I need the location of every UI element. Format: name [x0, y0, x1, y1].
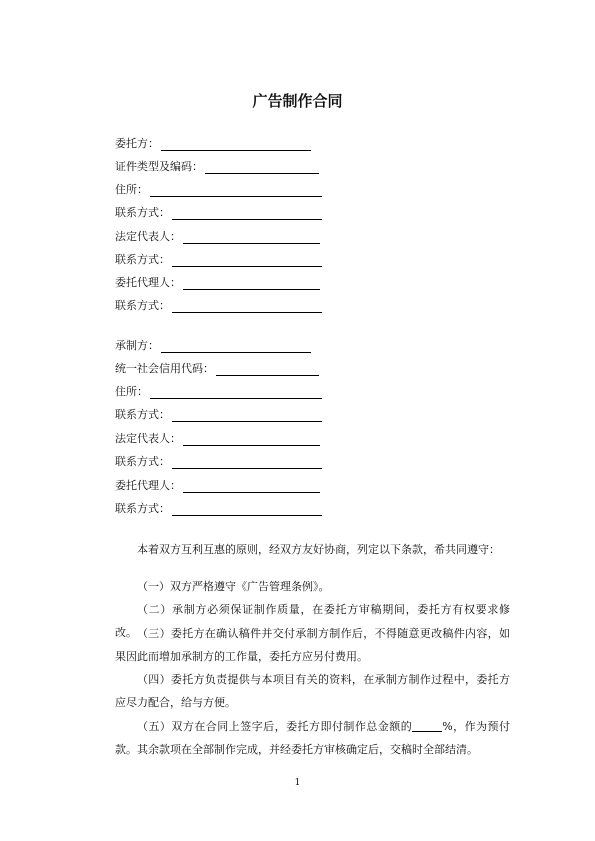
client-field [115, 228, 320, 244]
blank-line[interactable] [183, 433, 320, 446]
clause-2: （二）承制方必须保证制作质量，在委托方审稿期间，委托方有权要求修改。 [115, 603, 510, 639]
field-label: 统一社会信用代码： [115, 362, 214, 375]
blank-line[interactable] [172, 456, 322, 469]
blank-line[interactable] [172, 207, 322, 220]
blank-line[interactable] [161, 138, 311, 151]
blank-line[interactable] [183, 231, 320, 244]
field-label: 委托代理人： [115, 479, 181, 492]
contractor-field [115, 477, 320, 493]
clause-3: （三）委托方在确认稿件并交付承制方制作后，不得随意更改稿件内容，如果因此而增加承制方的工作量，委托方应另付费用。 [115, 627, 510, 663]
client-field [115, 158, 319, 174]
blank-line[interactable] [183, 480, 320, 493]
intro-paragraph: 本着双方互利互惠的原则，经双方友好协商，列定以下条款，希共同遵守： [137, 543, 500, 556]
field-label: 承制方： [115, 339, 159, 352]
field-label: 联系方式： [115, 253, 170, 266]
field-label: 联系方式： [115, 299, 170, 312]
field-label: 证件类型及编码： [115, 160, 203, 173]
field-label: 联系方式： [115, 455, 170, 468]
blank-line[interactable] [183, 277, 320, 290]
contractor-field [115, 383, 322, 399]
blank-line[interactable] [205, 161, 319, 174]
document-title: 广告制作合同 [252, 92, 343, 110]
page-number: 1 [294, 778, 301, 788]
contractor-field [115, 360, 319, 376]
field-label: 法定代表人： [115, 432, 181, 445]
blank-line[interactable] [216, 363, 319, 376]
client-field [115, 181, 322, 197]
field-label: 联系方式： [115, 502, 170, 515]
field-label: 联系方式： [115, 408, 170, 421]
field-label: 联系方式： [115, 206, 170, 219]
field-label: 委托方： [115, 137, 159, 150]
client-field [115, 204, 322, 220]
blank-line[interactable] [172, 254, 322, 267]
blank-line[interactable] [172, 409, 322, 422]
client-field [115, 274, 320, 290]
field-label: 委托代理人： [115, 276, 181, 289]
blank-line[interactable] [172, 503, 322, 516]
contractor-field [115, 453, 322, 469]
contractor-field [115, 430, 320, 446]
clause-5-text-before: （五）双方在合同上签字后，委托方即付制作总金额的 [137, 720, 413, 733]
clause-4: （四）委托方负责提供与本项目有关的资料，在承制方制作过程中，委托方应尽力配合，给与方便。 [115, 673, 510, 709]
field-label: 住所： [115, 385, 148, 398]
clause-5 [115, 715, 510, 761]
blank-line[interactable] [150, 386, 322, 399]
clause-1: （一）双方严格遵守《广告管理条例》。 [137, 580, 330, 593]
blank-line[interactable] [161, 340, 311, 353]
contractor-field [115, 500, 322, 516]
client-field [115, 135, 311, 151]
percentage-blank[interactable] [412, 719, 442, 732]
field-label: 住所： [115, 183, 148, 196]
field-label: 法定代表人： [115, 230, 181, 243]
client-field [115, 251, 322, 267]
blank-line[interactable] [172, 300, 322, 313]
contractor-field [115, 406, 322, 422]
blank-line[interactable] [150, 184, 322, 197]
clause-5-text-after: %，作为预付款。其余款项在全部制作完成，并经委托方审核确定后，交稿时全部结清。 [115, 720, 511, 756]
contractor-field [115, 337, 311, 353]
client-field [115, 297, 322, 313]
